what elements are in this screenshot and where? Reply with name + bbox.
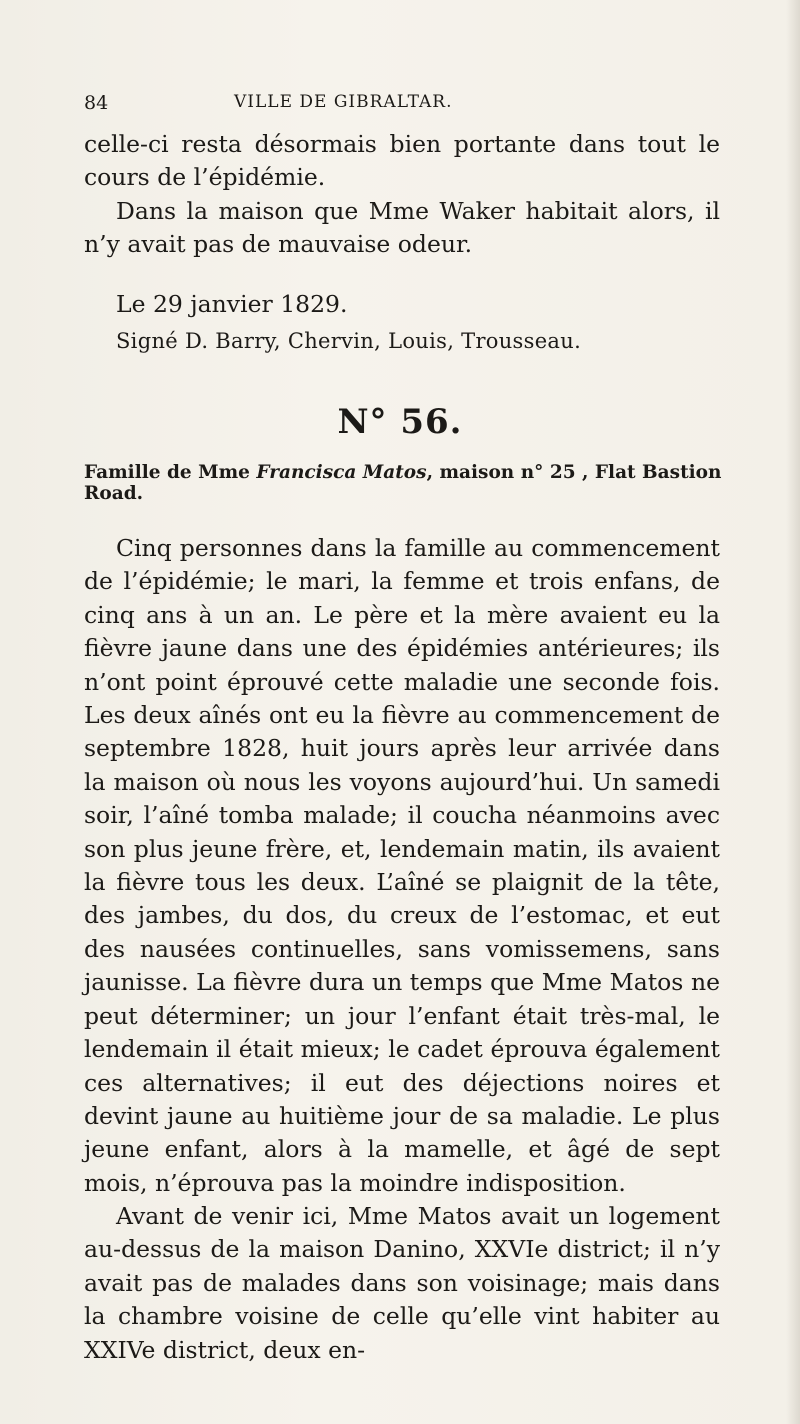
family-address: , maison n° 25 , Flat Bastion Road. bbox=[84, 462, 722, 504]
page-header bbox=[84, 92, 714, 118]
page-edge-shadow bbox=[786, 0, 800, 1424]
page-number: 84 bbox=[84, 92, 109, 114]
family-heading bbox=[84, 462, 774, 504]
family-prefix: Famille de Mme bbox=[84, 462, 250, 483]
paragraph-continuation: celle-ci resta désormais bien portante dans tout le cours de l’épidémie. bbox=[84, 130, 720, 192]
paragraph-previous-lodging: Avant de venir ici, Mme Matos avait un logement au-dessus de la maison Danino, XXVIe district; il n’y avait pas de malades dans son voisinage; mais dans la chambre voisine de celle qu’elle vint habiter au XXIVe district, deux en- bbox=[84, 1202, 720, 1364]
paragraph-waker: Dans la maison que Mme Waker habitait alors, il n’y avait pas de mauvaise odeur. bbox=[84, 197, 720, 259]
signature-line: Signé D. Barry, Chervin, Louis, Trousseau. bbox=[116, 329, 582, 353]
family-name: Francisca Matos bbox=[256, 462, 427, 483]
date-line: Le 29 janvier 1829. bbox=[116, 290, 348, 318]
section-number-heading: N° 56. bbox=[337, 402, 463, 442]
running-head: VILLE DE GIBRALTAR. bbox=[234, 92, 453, 112]
paragraph-matos-family: Cinq personnes dans la famille au commencement de l’épidémie; le mari, la femme et trois enfans, de cinq ans à un an. Le père et la mère avaient eu la fièvre jaune dans une des épidémies antérieures; ils n’ont point éprouvé cette maladie une seconde fois. Les deux aînés ont eu la fièvre au commencement de septembre 1828, huit jours après leur arrivée dans la maison où nous les voyons aujourd’hui. Un samedi soir, l’aîné tomba malade; il coucha néanmoins avec son plus jeune frère, et, lendemain matin, ils avaient la fièvre tous les deux. L’aîné se plaignit de la tête, des jambes, du dos, du creux de l’estomac, et eut des nausées continuelles, sans vomissemens, sans jaunisse. La fièvre dura un temps que Mme Matos ne peut déterminer; un jour l’enfant était très-mal, le lendemain il était mieux; le cadet éprouva également ces alternatives; il eut des déjections noires et devint jaune au huitième jour de sa maladie. Le plus jeune enfant, alors à la mamelle, et âgé de sept mois, n’éprouva pas la moindre indisposition. bbox=[84, 534, 720, 1197]
